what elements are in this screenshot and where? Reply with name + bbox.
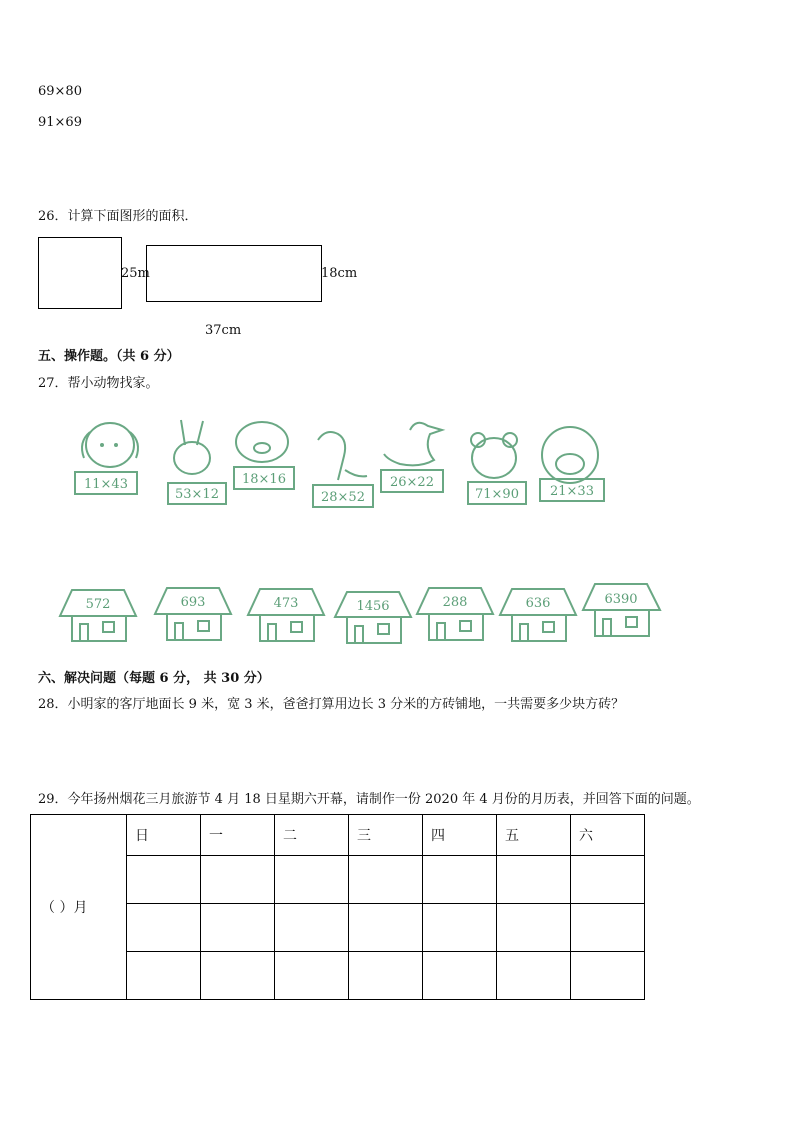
calendar-cell[interactable] [349,856,423,904]
house-1 [60,590,136,641]
calendar-cell[interactable] [201,904,275,952]
calendar-cell[interactable] [423,952,497,1000]
house-6 [500,589,576,641]
house-number-2: 693 [180,595,206,610]
calendar-cell[interactable] [275,952,349,1000]
calendar-cell[interactable] [423,856,497,904]
rectangle-height-label: 18cm [321,266,358,281]
prev-line-1: 69×80 [38,84,82,99]
weekday-thu: 四 [423,815,497,856]
calendar-cell[interactable] [127,856,201,904]
house-number-5: 288 [442,595,468,610]
weekday-mon: 一 [201,815,275,856]
monkey-animal [540,427,604,501]
square-side-label: 25m [121,266,150,281]
calendar-cell[interactable] [275,856,349,904]
house-5 [417,588,493,640]
q27-text: 27．帮小动物找家。 [38,376,159,391]
calendar-cell[interactable] [275,904,349,952]
rectangle-width-label: 37cm [205,323,242,338]
house-number-1: 572 [85,597,111,612]
goat-animal [313,432,373,507]
section-5-heading: 五、操作题。（共 6 分） [38,349,180,364]
calendar-cell[interactable] [349,904,423,952]
expr-pig: 18×16 [242,472,286,487]
weekday-tue: 二 [275,815,349,856]
bear-animal [468,433,526,504]
pig-animal [234,422,294,489]
calendar-cell[interactable] [423,904,497,952]
q26-text: 26．计算下面图形的面积． [38,209,198,224]
house-4 [335,592,411,643]
calendar-cell[interactable] [497,904,571,952]
calendar-cell[interactable] [349,952,423,1000]
house-number-3: 473 [273,596,299,611]
rabbit-animal [168,420,226,504]
expr-monkey: 21×33 [550,484,594,499]
calendar-cell[interactable] [571,952,645,1000]
house-number-7: 6390 [604,592,638,607]
house-7 [583,584,660,636]
dog-animal [75,423,138,494]
calendar-cell[interactable] [497,856,571,904]
house-3 [248,589,324,641]
weekday-fri: 五 [497,815,571,856]
house-2 [155,588,231,640]
duck-animal [381,423,443,492]
house-number-6: 636 [525,596,551,611]
weekday-sat: 六 [571,815,645,856]
expr-duck: 26×22 [390,475,434,490]
calendar-table [30,814,645,1000]
calendar-cell[interactable] [497,952,571,1000]
expr-bear: 71×90 [475,487,519,502]
house-number-4: 1456 [356,599,390,614]
calendar-cell[interactable] [571,904,645,952]
calendar-cell[interactable] [201,952,275,1000]
calendar-cell[interactable] [571,856,645,904]
calendar-cell[interactable] [127,904,201,952]
calendar-cell[interactable] [201,856,275,904]
prev-line-2: 91×69 [38,115,82,130]
section-6-heading: 六、解决问题（每题 6 分， 共 30 分） [38,671,270,686]
q29-text: 29．今年扬州烟花三月旅游节 4 月 18 日星期六开幕，请制作一份 2020 年 4 月份的月历表，并回答下面的问题。 [38,792,700,807]
calendar-cell[interactable] [127,952,201,1000]
weekday-wed: 三 [349,815,423,856]
weekday-sun: 日 [127,815,201,856]
expr-goat: 28×52 [321,490,365,505]
q28-text: 28．小明家的客厅地面长 9 米，宽 3 米，爸爸打算用边长 3 分米的方砖铺地，一共需要多少块方砖？ [38,697,625,712]
month-label: （ ）月 [31,815,127,1000]
expr-rabbit: 53×12 [175,487,219,502]
expr-dog: 11×43 [84,477,128,492]
